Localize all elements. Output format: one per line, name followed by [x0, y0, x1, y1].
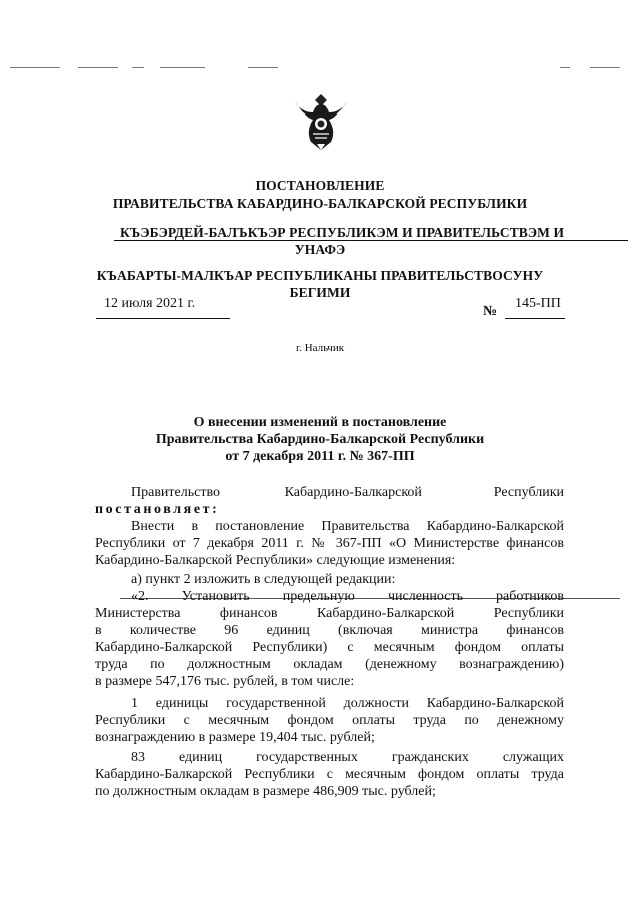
document-date: 12 июля 2021 г. [104, 296, 196, 311]
scan-artifact [10, 67, 60, 68]
body-p5-line2: Республики с месячным фондом оплаты труда по денежному [95, 713, 564, 728]
document-number: 145-ПП [515, 296, 561, 311]
body-p6-line3: по должностным окладам в размере 486,909 тыс. рублей; [95, 784, 436, 799]
kbr-coat-of-arms-icon [291, 90, 351, 154]
header-rule [114, 240, 628, 241]
body-p1-line1: Правительство Кабардино-Балкарской Республики [131, 485, 564, 500]
scan-artifact [160, 67, 205, 68]
title-line1: О внесении изменений в постановление [193, 415, 447, 430]
body-p4-line6: в размере 547,176 тыс. рублей, в том числе: [95, 674, 355, 689]
scan-artifact [248, 67, 278, 68]
scan-artifact [590, 67, 620, 68]
body-p5-line1: 1 единицы государственной должности Кабардино-Балкарской [131, 696, 564, 711]
title-line3: от 7 декабря 2011 г. № 367-ПП [225, 449, 415, 464]
body-p6-line2: Кабардино-Балкарской Республики с месячным фондом оплаты труда [95, 767, 564, 782]
body-p6-line1: 83 единиц государственных гражданских служащих [131, 750, 564, 765]
body-p4-line2: Министерства финансов Кабардино-Балкарской Республики [95, 606, 564, 621]
issuer-ru: ПРАВИТЕЛЬСТВА КАБАРДИНО-БАЛКАРСКОЙ РЕСПУБЛИКИ [112, 196, 528, 211]
body-p4-line5: труда по должностным окладам (денежному вознаграждению) [95, 657, 564, 672]
city: г. Нальчик [295, 342, 345, 354]
issuer-krc-line2: БЕГИМИ [289, 285, 351, 300]
body-p4-line3: в количестве 96 единиц (включая министра финансов [95, 623, 564, 638]
title-line2: Правительства Кабардино-Балкарской Республики [155, 432, 485, 447]
body-p2-line1: Внести в постановление Правительства Кабардино-Балкарской [131, 519, 564, 534]
document-type: ПОСТАНОВЛЕНИЕ [255, 178, 385, 193]
scan-artifact [560, 67, 570, 68]
date-underline [96, 318, 230, 319]
body-p4-line4: Кабардино-Балкарской Республики) с месячным фондом оплаты [95, 640, 564, 655]
number-sign: № [483, 304, 498, 319]
body-p2-line2: Республики от 7 декабря 2011 г. № 367-ПП «О Министерстве финансов [95, 536, 564, 551]
body-p2-line3: Кабардино-Балкарской Республики» следующие изменения: [95, 553, 456, 568]
issuer-krc-line1: КЪАБАРТЫ-МАЛКЪАР РЕСПУБЛИКАНЫ ПРАВИТЕЛЬСТВОСУНУ [96, 268, 544, 283]
scan-artifact [132, 67, 144, 68]
body-p1-line2: постановляет: [95, 502, 220, 517]
issuer-kbd-line1: КЪЭБЭРДЕЙ-БАЛЪКЪЭР РЕСПУБЛИКЭМ И ПРАВИТЕЛЬСТВЭМ И [120, 225, 565, 240]
issuer-kbd-line2: УНАФЭ [294, 242, 346, 257]
body-p3: а) пункт 2 изложить в следующей редакции: [131, 572, 396, 587]
body-p5-line3: вознаграждению в размере 19,404 тыс. рублей; [95, 730, 375, 745]
body-p4-line1: «2. Установить предельную численность работников [131, 589, 564, 604]
scan-artifact [78, 67, 118, 68]
number-underline [505, 318, 565, 319]
